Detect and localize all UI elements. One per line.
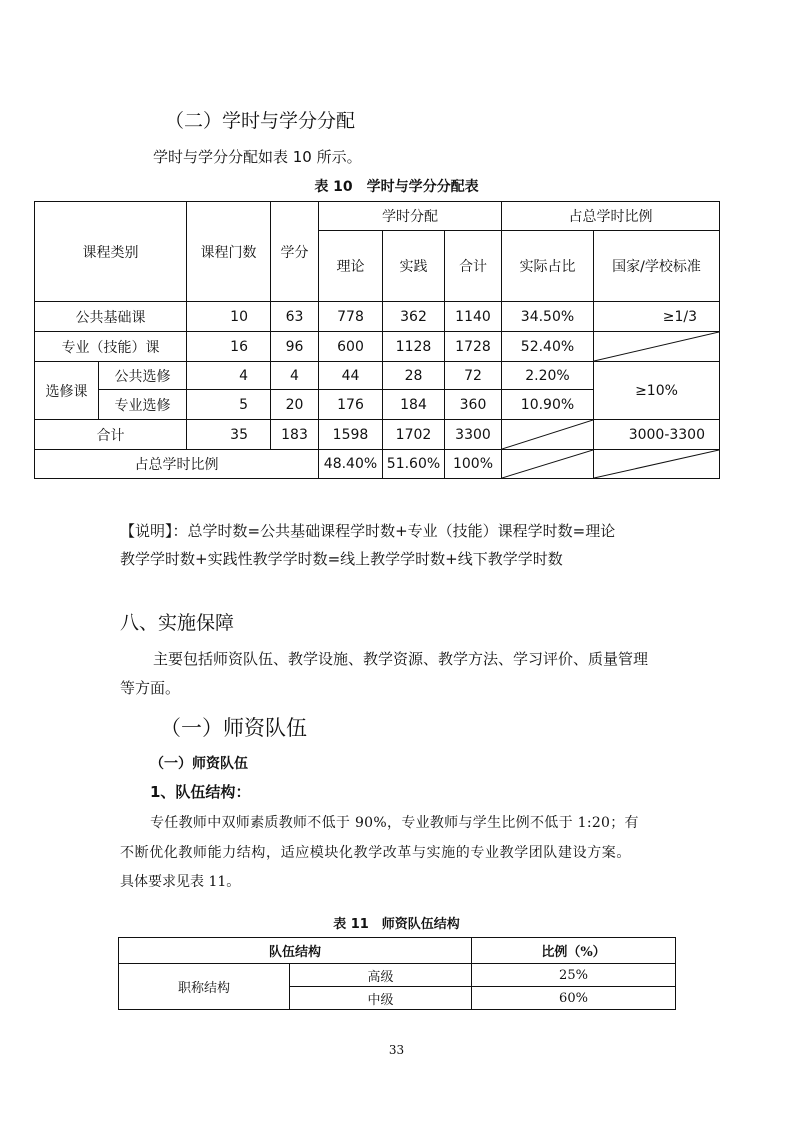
chapter-intro-line-1: 主要包括师资队伍、教学设施、教学资源、教学方法、学习评价、质量管理 [153, 650, 649, 668]
cell-actual: 52.40% [502, 332, 594, 362]
cell-count: 35 [187, 420, 271, 450]
header-category: 课程类别 [35, 202, 187, 302]
table-row [35, 420, 720, 450]
row-label: 合计 [35, 420, 187, 450]
header-standard: 国家/学校标准 [594, 231, 720, 302]
chapter-intro-line-2: 等方面。 [120, 679, 181, 697]
cell-practice: 51.60% [383, 450, 445, 479]
diagonal-empty-cell [502, 420, 594, 450]
header-practice: 实践 [383, 231, 445, 302]
sub-heading-large: （一）师资队伍 [160, 716, 307, 740]
cell-count: 16 [187, 332, 271, 362]
header-ratio: 比例（%） [472, 938, 676, 964]
cell-theory: 48.40% [319, 450, 383, 479]
cell-standard: ≥1/3 [594, 302, 720, 332]
cell-total: 3300 [445, 420, 502, 450]
cell-credits: 183 [271, 420, 319, 450]
table-row [35, 450, 720, 479]
table-row [119, 964, 676, 987]
row-label: 占总学时比例 [35, 450, 319, 479]
header-actual: 实际占比 [502, 231, 594, 302]
note-line-2: 教学学时数+实践性教学学时数=线上教学学时数+线下教学学时数 [120, 550, 563, 568]
note-line-1: 【说明】：总学时数=公共基础课程学时数+专业（技能）课程学时数=理论 [120, 522, 616, 540]
header-hours-group: 学时分配 [319, 202, 502, 231]
cell-total: 100% [445, 450, 502, 479]
cell-theory: 44 [319, 362, 383, 390]
header-structure: 队伍结构 [119, 938, 472, 964]
cell-theory: 600 [319, 332, 383, 362]
cell-practice: 1128 [383, 332, 445, 362]
row-label: 专业（技能）课 [35, 332, 187, 362]
cell-ratio: 25% [472, 964, 676, 987]
para-line-2: 不断优化教师能力结构，适应模块化教学改革与实施的专业教学团队建设方案。 [120, 845, 631, 861]
cell-total: 1728 [445, 332, 502, 362]
cell-credits: 96 [271, 332, 319, 362]
faculty-structure-table [118, 937, 676, 1010]
para-line-1: 专任教师中双师素质教师不低于 90%，专业教师与学生比例不低于 1:20；有 [150, 815, 639, 831]
row-label: 公共选修 [99, 362, 187, 390]
cell-credits: 63 [271, 302, 319, 332]
cell-standard: 3000-3300 [594, 420, 720, 450]
cell-total: 72 [445, 362, 502, 390]
cell-count: 4 [187, 362, 271, 390]
group-label: 选修课 [35, 362, 99, 420]
header-total: 合计 [445, 231, 502, 302]
cell-actual: 34.50% [502, 302, 594, 332]
cell-practice: 184 [383, 390, 445, 420]
table-row [35, 362, 720, 390]
diagonal-empty-cell [594, 450, 720, 479]
cell-count: 10 [187, 302, 271, 332]
table-row [35, 302, 720, 332]
cell-practice: 28 [383, 362, 445, 390]
row-label: 公共基础课 [35, 302, 187, 332]
table10-caption: 表 10 学时与学分分配表 [314, 179, 479, 195]
header-ratio-group: 占总学时比例 [502, 202, 720, 231]
diagonal-empty-cell [502, 450, 594, 479]
credit-hours-table [34, 201, 720, 479]
cell-standard: ≥10% [594, 362, 720, 420]
cell-total: 360 [445, 390, 502, 420]
cell-practice: 362 [383, 302, 445, 332]
cell-credits: 20 [271, 390, 319, 420]
table11-caption: 表 11 师资队伍结构 [333, 917, 460, 932]
cell-level: 中级 [290, 987, 472, 1010]
cell-theory: 1598 [319, 420, 383, 450]
chapter-title: 八、实施保障 [120, 612, 235, 634]
header-course-count: 课程门数 [187, 202, 271, 302]
cell-ratio: 60% [472, 987, 676, 1010]
header-theory: 理论 [319, 231, 383, 302]
cell-credits: 4 [271, 362, 319, 390]
cell-theory: 778 [319, 302, 383, 332]
cell-level: 高级 [290, 964, 472, 987]
cell-theory: 176 [319, 390, 383, 420]
page-number: 33 [388, 1043, 405, 1057]
cell-actual: 2.20% [502, 362, 594, 390]
table-row [35, 332, 720, 362]
diagonal-empty-cell [594, 332, 720, 362]
cell-total: 1140 [445, 302, 502, 332]
cell-practice: 1702 [383, 420, 445, 450]
sub-heading-small: （一）师资队伍 [150, 756, 248, 772]
row-label: 专业选修 [99, 390, 187, 420]
header-credits: 学分 [271, 202, 319, 302]
cell-actual: 10.90% [502, 390, 594, 420]
cell-count: 5 [187, 390, 271, 420]
intro-text: 学时与学分分配如表 10 所示。 [153, 148, 362, 166]
group-label: 职称结构 [119, 964, 290, 1010]
item-heading: 1、队伍结构： [150, 783, 251, 801]
para-line-3: 具体要求见表 11。 [120, 874, 241, 890]
section-title: （二）学时与学分分配 [165, 110, 356, 132]
